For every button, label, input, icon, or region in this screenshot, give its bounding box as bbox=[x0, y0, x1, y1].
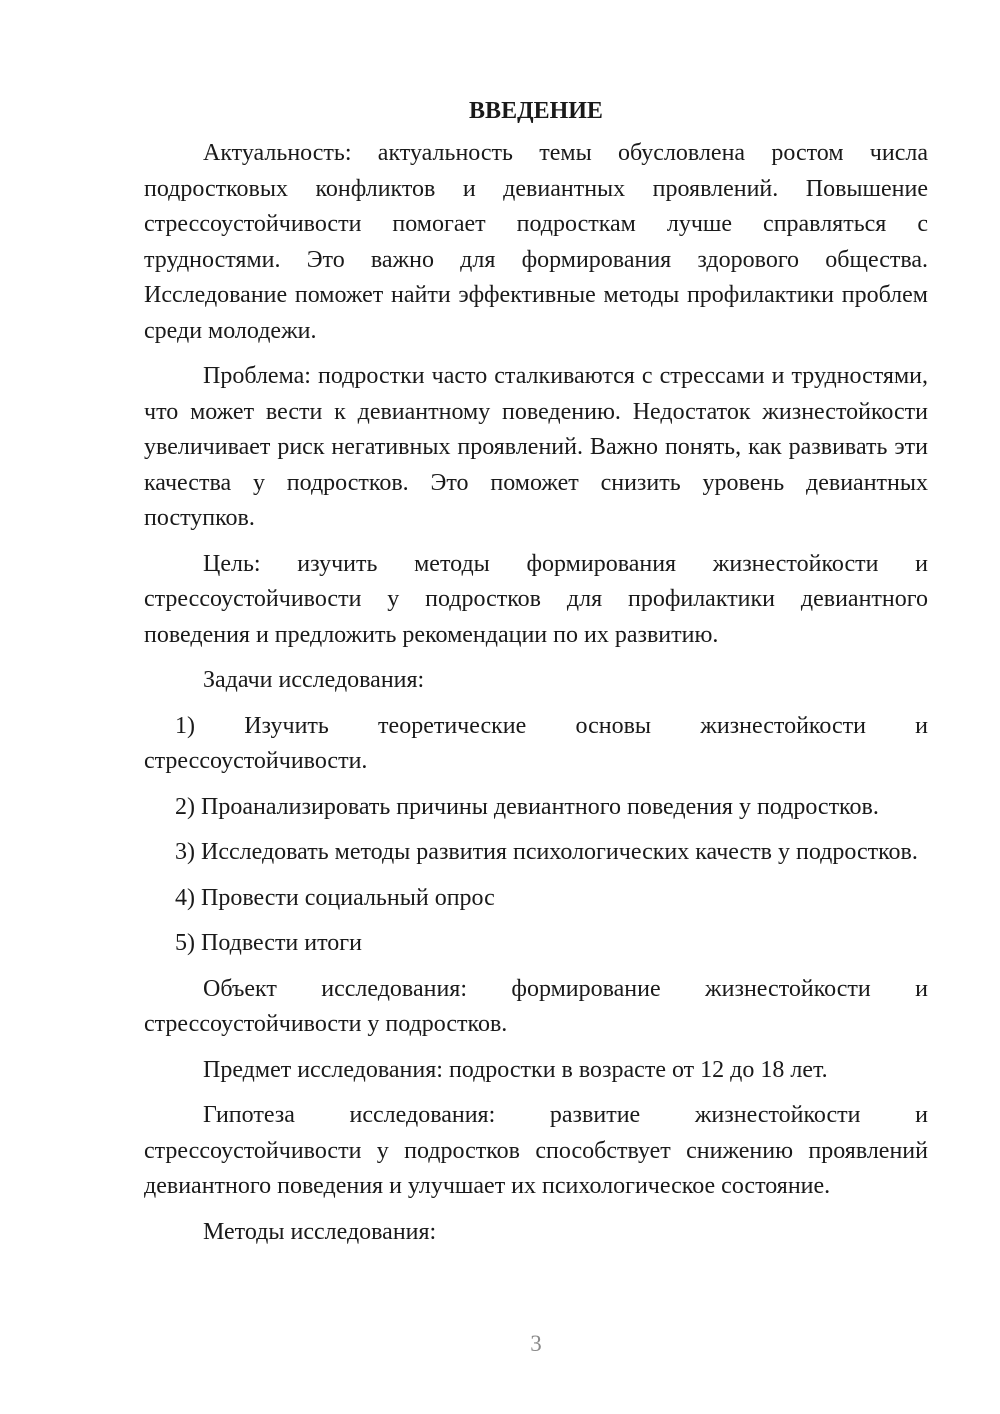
paragraph-goal: Цель: изучить методы формирования жизнестойкости и стрессоустойчивости у подростков для профилактики девиантного поведения и предложить рекомендации по их развитию. bbox=[144, 550, 928, 648]
task-item-1: 1) Изучить теоретические основы жизнестойкости и стрессоустойчивости. bbox=[144, 712, 928, 774]
page-content bbox=[144, 96, 928, 1260]
task-item-4: 4) Провести социальный опрос bbox=[175, 884, 495, 911]
section-title: ВВЕДЕНИЕ bbox=[469, 98, 603, 124]
paragraph-tasks-heading: Задачи исследования: bbox=[203, 667, 425, 693]
task-item-2: 2) Проанализировать причины девиантного поведения у подростков. bbox=[175, 793, 879, 820]
paragraph-problem: Проблема: подростки часто сталкиваются с стрессами и трудностями, что может вести к девиантному поведению. Недостаток жизнестойкости увеличивает риск негативных проявлений. Важно понять, как развивать эти качества у подростков. Это поможет снизить уровень девиантных поступков. bbox=[144, 363, 928, 531]
paragraph-object: Объект исследования: формирование жизнестойкости и стрессоустойчивости у подростков. bbox=[144, 975, 928, 1037]
paragraph-relevance: Актуальность: актуальность темы обусловлена ростом числа подростковых конфликтов и девиантных проявлений. Повышение стрессоустойчивости помогает подросткам лучше справляться с трудностями. Это важно для формирования здорового общества. Исследование поможет найти эффективные методы профилактики проблем среди молодежи. bbox=[144, 140, 928, 344]
paragraph-subject: Предмет исследования: подростки в возрасте от 12 до 18 лет. bbox=[203, 1056, 828, 1083]
paragraph-hypothesis: Гипотеза исследования: развитие жизнестойкости и стрессоустойчивости у подростков способствует снижению проявлений девиантного поведения и улучшает их психологическое состояние. bbox=[144, 1102, 928, 1199]
task-item-5: 5) Подвести итоги bbox=[175, 930, 362, 956]
paragraph-methods: Методы исследования: bbox=[203, 1218, 437, 1245]
task-item-3: 3) Исследовать методы развития психологических качеств у подростков. bbox=[175, 839, 918, 865]
page-number: 3 bbox=[530, 1331, 542, 1356]
